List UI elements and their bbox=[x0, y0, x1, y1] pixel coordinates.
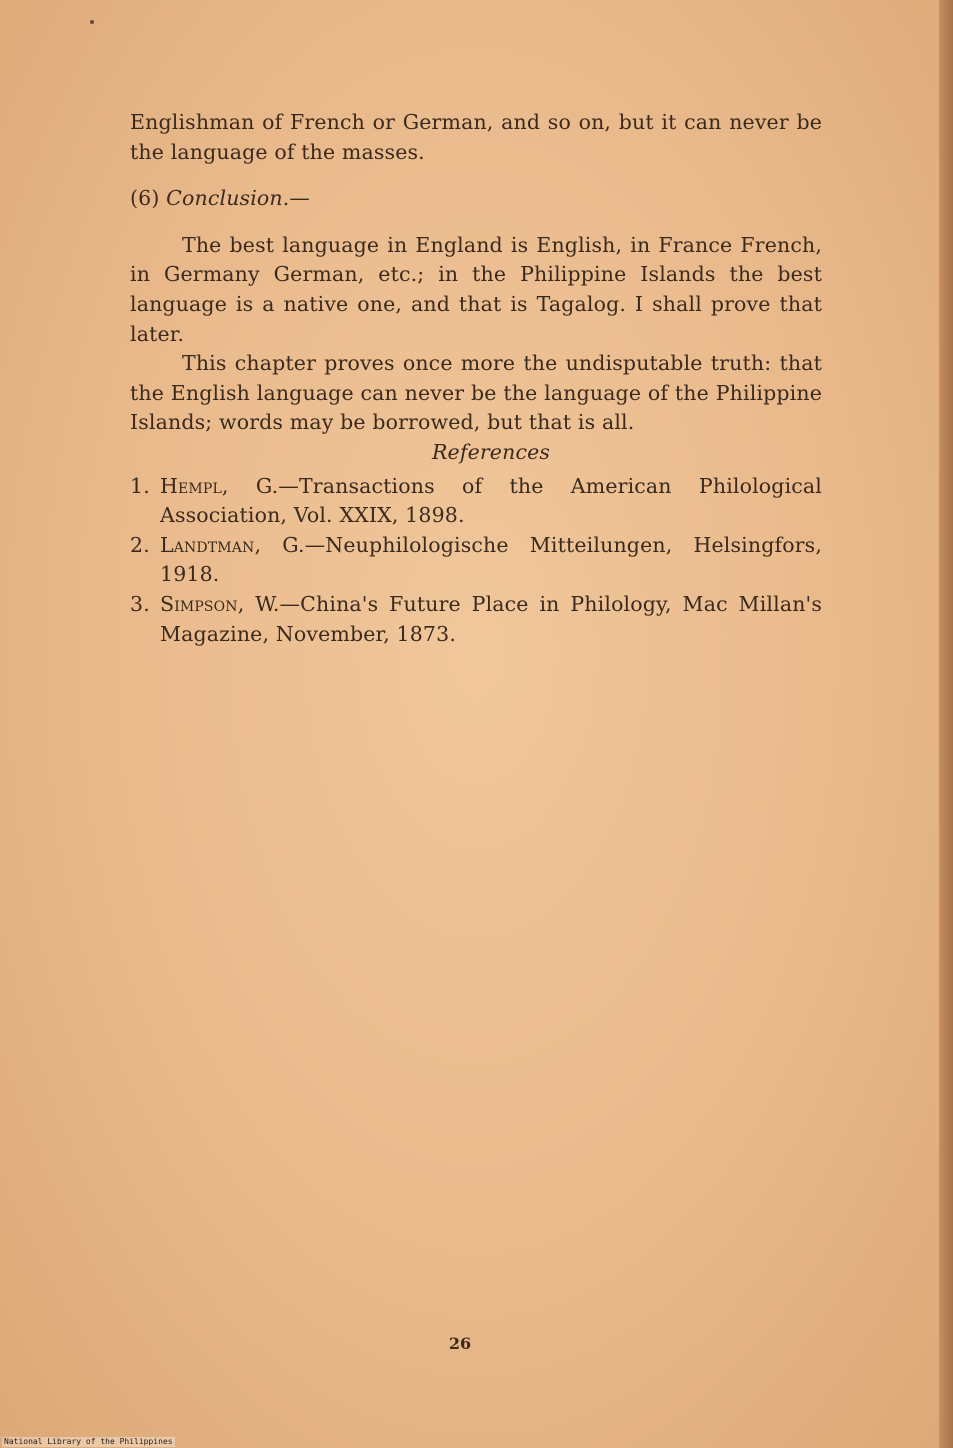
reference-citation: , G.—Transactions of the American Philological Association, Vol. XXIX, 1898. bbox=[160, 473, 822, 528]
footer-credit: National Library of the Philippines bbox=[4, 1437, 173, 1446]
page-number: 26 bbox=[448, 1334, 472, 1353]
paragraph-best-language: The best language in England is English, in France French, in Germany German, etc.; in the Philippine Islands the best language is a native one, and that is Tagalog. I shall prove that later. bbox=[130, 232, 822, 346]
reference-item bbox=[130, 472, 822, 531]
reference-text bbox=[160, 531, 822, 590]
body-text bbox=[130, 108, 822, 649]
reference-citation: , G.—Neuphilologische Mitteilungen, Helsingfors, 1918. bbox=[160, 532, 822, 587]
reference-author: Simpson bbox=[160, 591, 238, 616]
reference-item bbox=[130, 531, 822, 590]
reference-citation: , W.—China's Future Place in Philology, Mac Millan's Magazine, November, 1873. bbox=[160, 591, 822, 646]
references-list bbox=[130, 472, 822, 650]
section-number: (6) bbox=[130, 186, 160, 211]
section-title: Conclusion.— bbox=[166, 186, 311, 211]
dust-speck bbox=[90, 20, 94, 24]
reference-number: 1. bbox=[130, 473, 150, 498]
reference-number: 2. bbox=[130, 532, 150, 557]
reference-author: Hempl bbox=[160, 473, 222, 498]
reference-text bbox=[160, 590, 822, 649]
paragraph-continued: Englishman of French or German, and so on, but it can never be the language of the masses. bbox=[130, 110, 822, 164]
paragraph-chapter-proves: This chapter proves once more the undisputable truth: that the English language can never be the language of the Philippine Islands; words may be borrowed, but that is all. bbox=[130, 351, 822, 435]
reference-text bbox=[160, 472, 822, 531]
references-heading: References bbox=[431, 439, 551, 464]
section-heading bbox=[130, 184, 822, 214]
page-edge-shadow bbox=[939, 0, 953, 1448]
reference-author: Landtman bbox=[160, 532, 255, 557]
reference-number: 3. bbox=[130, 591, 150, 616]
reference-item bbox=[130, 590, 822, 649]
